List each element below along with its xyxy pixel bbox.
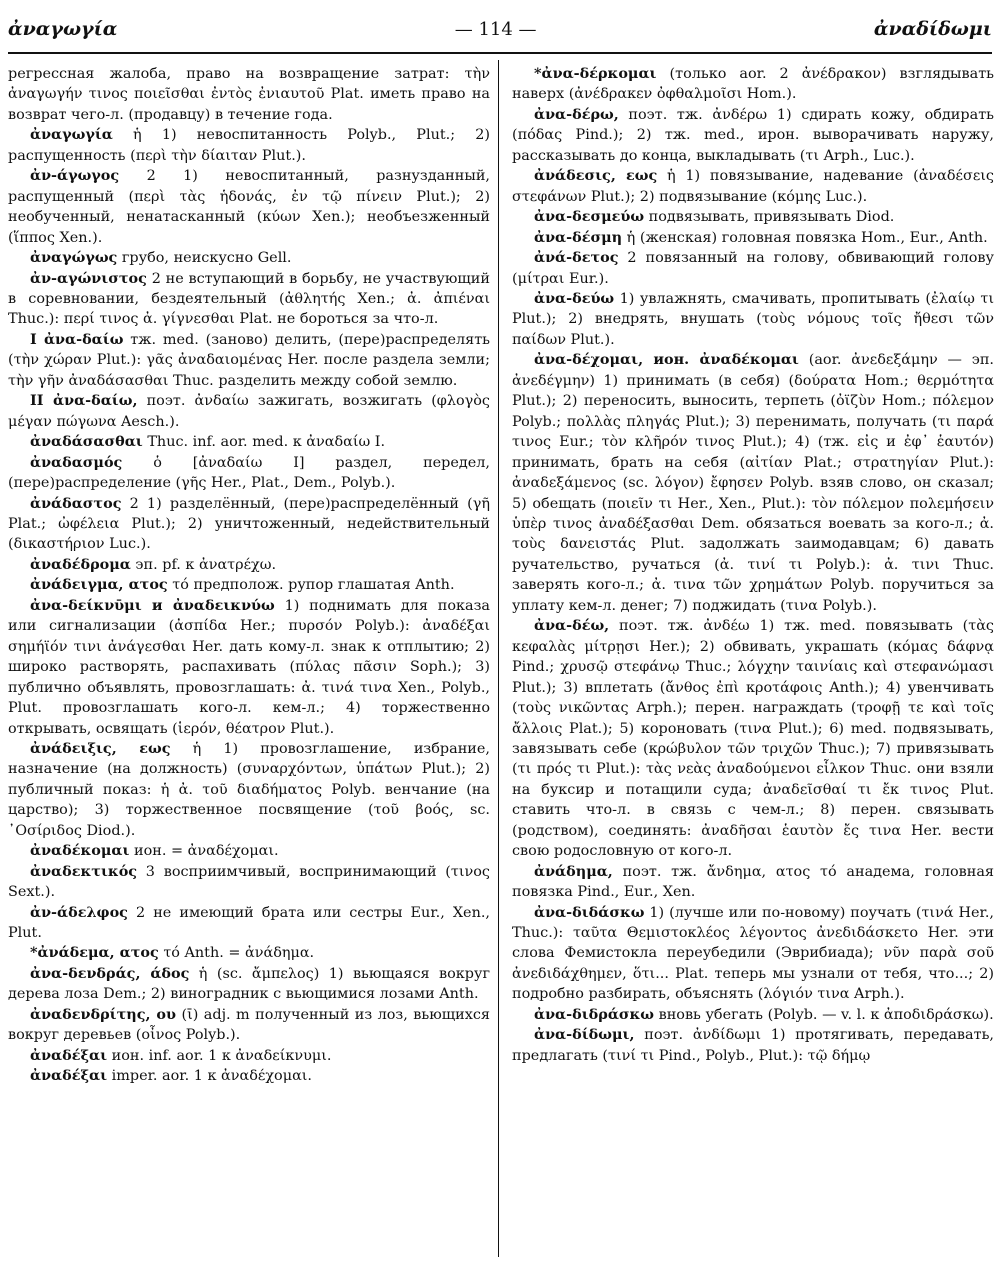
header-rule [8, 52, 992, 54]
entry-headword: ἀνα-δέσμη [534, 228, 623, 246]
dictionary-entry [8, 841, 490, 861]
dictionary-entry [8, 432, 490, 452]
dictionary-entry [512, 228, 994, 248]
dictionary-entry [512, 862, 994, 903]
header-right-word: ἀναδίδωμι [873, 18, 992, 40]
dictionary-entry [512, 105, 994, 166]
entry-definition: τό предполож. рупор глашатая Anth. [167, 577, 455, 594]
entry-headword: ἀνάδειξις, εως [30, 739, 171, 757]
dictionary-entry [8, 575, 490, 595]
entry-definition: 2 1) разделённый, (пере)распределённый (γῆ Plat.; ὠφέλεια Plut.); 2) уничтоженный, недействительный (δικαστήριον Luc.). [8, 495, 490, 553]
entry-definition: ἡ 1) провозглашение, избрание, назначение (на должность) (συναρχόντων, ὑπάτων Plut.); 2) публичный показ: ἡ ἀ. τοῦ διαδήματος Polyb. венчание (на царство); 3) торжественное посвящение (τοῦ βοός, sc. ᾿Οσίριδος Diod.). [8, 740, 490, 839]
right-column [512, 64, 994, 1066]
dictionary-entry [8, 964, 490, 1005]
entry-headword: ἀναδέδρομα [30, 555, 131, 573]
entry-headword: ἀνα-δέω, [534, 617, 610, 635]
entry-definition: (только aor. 2 ἀνέδρακον) взглядывать наверх (ἀνέδρακεν ὀφθαλμοῖσι Hom.). [512, 66, 994, 103]
entry-headword: ἀνα-διδάσκω [534, 903, 645, 921]
entry-headword: ἀναδενδρίτης, ου [30, 1005, 176, 1023]
entry-headword: ἀνα-δείκνῡμι и ἀναδεικνύω [30, 596, 275, 614]
entry-definition: поэт. ἀνδίδωμι 1) протягивать, передавать, предлагать (τινί τι Pind., Polyb., Plut.): τῷ δήμῳ [512, 1027, 994, 1064]
dictionary-entry [8, 596, 490, 739]
page-header [8, 12, 992, 46]
entry-definition: поэт. тж. ἀνδέρω 1) сдирать кожу, обдирать (πόδας Pind.); 2) тж. med., ирон. выворачивать наружу, рассказывать до конца, выкладывать (τι Arph., Luc.). [512, 106, 994, 164]
entry-headword: ἀναδέξαι [30, 1046, 108, 1064]
entry-headword: ἀνα-διδράσκω [534, 1005, 655, 1023]
entry-definition: 2 не вступающий в борьбу, не участвующий в соревновании, бездеятельный (ἀθλητής Xen.; ἀ. ἀπιέναι Thuc.): περί τινος ἀ. γίγνεσθαι Plat. не бороться за что-л. [8, 270, 490, 328]
dictionary-entry [8, 1066, 490, 1086]
dictionary-entry [512, 166, 994, 207]
entry-definition: (aor. ἀνεδεξάμην — эп. ἀνεδέγμην) 1) принимать (в себя) (δούρατα Hom.; θερμότητα Plut.); 2) переносить, выносить, терпеть (ὀϊζὺν Hom.; πόλεμον Polyb.; πολλὰς πληγάς Plut.); 3) перенимать, получать (τι παρά τινος Eur.; τὸν κλῆρόν τινος Plut.); 4) (тж. εἰς и ἐφ᾿ ἑαυτόν) принимать, брать на себя (αἰτίαν Plat.; στρατηγίαν Plut.): ἀναδεξάμενος (sc. λόγον) ἔφησεν Polyb. взяв слово, он сказал; 5) обещать (ποιεῖν τι Her., Xen., Plut.): τὸν πόλεμον πολεμήσειν ὑπὲρ τινος ἀναδέξασθαι Dem. обязаться воевать за кого-л.; ἀ. τοὺς δανειστάς Plut. задолжать заимодавцам; 6) давать ручательство, ручаться (ἀ. τινί τι Polyb.): ἀ. τινι Thuc. заверять кого-л.; ἀ. τινα τῶν χρημάτων Polyb. поручиться за уплату кем-л. денег; 7) поджидать (τινα Polyb.). [512, 352, 994, 614]
dictionary-entry [8, 453, 490, 494]
entry-headword: ἀναδέκομαι [30, 842, 130, 860]
page-number: — 114 — [454, 18, 537, 40]
entry-headword: ἀνάδειγμα, ατος [30, 576, 168, 594]
entry-headword: ἀν-άγωγος [30, 167, 120, 185]
dictionary-entry [512, 1025, 994, 1066]
dictionary-entry [8, 330, 490, 391]
entry-headword: *ἀνα-δέρκομαι [534, 65, 657, 82]
entry-definition: регрессная жалоба, право на возвращение затрат: τὴν ἀναγωγήν τινος ποιεῖσθαι ἐντὸς ἐνιαυτοῦ Plat. иметь право на возврат чего-л. (продавцу) в течение года. [8, 66, 490, 123]
column-divider [498, 60, 499, 1257]
dictionary-entry [512, 289, 994, 350]
entry-definition: (ῑ) adj. m полученный из лоз, вьющихся вокруг деревьев (οἶνος Polyb.). [8, 1006, 490, 1044]
entry-headword: *ἀνάδεμα, ατος [30, 944, 159, 962]
entry-headword: ἀν-άδελφος [30, 903, 128, 921]
entry-definition: 3 восприимчивый, воспринимающий (τινος Sext.). [8, 863, 490, 901]
entry-headword: ἀναδάσασθαι [30, 433, 143, 451]
dictionary-entry [512, 248, 994, 289]
dictionary-entry [512, 64, 994, 105]
entry-definition: ὁ [ἀναδαίω I] раздел, передел, (пере)распределение (γῆς Her., Plat., Dem., Polyb.). [8, 454, 490, 492]
dictionary-entry [8, 903, 490, 944]
dictionary-entry [8, 64, 490, 125]
entry-definition: ἡ (женская) головная повязка Hom., Eur., Anth. [622, 229, 988, 246]
entry-headword: ἀνα-δεύω [534, 289, 615, 307]
dictionary-entry [8, 1046, 490, 1066]
entry-definition: 2 повязанный на голову, обвивающий голову (μίτραι Eur.). [512, 250, 994, 287]
entry-headword: ἀνα-δίδωμι, [534, 1026, 635, 1044]
dictionary-entry [8, 555, 490, 575]
dictionary-entry [512, 903, 994, 1005]
entry-headword: ἀναγωγία [30, 126, 113, 144]
entry-headword: ἀναδέξαι [30, 1067, 108, 1085]
entry-definition: подвязывать, привязывать Diod. [644, 209, 895, 226]
dictionary-entry [8, 248, 490, 268]
entry-definition: поэт. ἀνδαίω зажигать, возжигать (φλογὸς μέγαν πώγωνα Aesch.). [8, 393, 490, 430]
dictionary-entry [512, 1005, 994, 1025]
dictionary-entry [8, 494, 490, 555]
entry-headword: ἀνα-δεσμεύω [534, 208, 645, 226]
entry-headword: ἀναδασμός [30, 453, 123, 471]
entry-definition: τό Anth. = ἀνάδημα. [158, 945, 315, 962]
entry-definition: 1) увлажнять, смачивать, пропитывать (ἐλαίῳ τι Plut.); 2) внедрять, внушать (τοὺς νόμους τοῖς ἤθεσι τῶν παίδων Plut.). [512, 290, 994, 348]
entry-definition: эп. pf. к ἀνατρέχω. [130, 556, 277, 573]
entry-headword: ἀνα-δέχομαι, ион. ἀναδέκομαι [534, 351, 799, 369]
entry-headword: ἀναδεκτικός [30, 862, 138, 880]
dictionary-entry [8, 943, 490, 963]
dictionary-entry [512, 207, 994, 227]
dictionary-entry [8, 166, 490, 248]
entry-definition: ἡ 1) повязывание, надевание (ἀναδέσεις στεφάνων Plut.); 2) подвязывание (κόμης Luc.). [512, 168, 994, 205]
dictionary-entry [8, 1005, 490, 1046]
entry-definition: ἡ 1) невоспитанность Polyb., Plut.; 2) распущенность (περὶ τὴν δίαιταν Plut.). [8, 127, 490, 164]
dictionary-entry [8, 391, 490, 432]
entry-definition: 2 не имеющий брата или сестры Eur., Xen., Plut. [8, 904, 490, 942]
entry-headword: ἀνά-δετος [534, 249, 619, 267]
dictionary-entry [8, 862, 490, 903]
entry-headword: II ἀνα-δαίω, [30, 392, 138, 410]
entry-definition: ион. = ἀναδέχομαι. [129, 843, 279, 860]
dictionary-entry [8, 269, 490, 330]
dictionary-entry [512, 616, 994, 861]
entry-definition: 1) (лучше или по-новому) поучать (τινά Her., Thuc.): ταῦτα Θεμιστοκλέος λέγοντος ἀνεδιδάσκετο Her. эти слова Фемистокла переубедили (Эврибиада); νῦν παρὰ σοῦ ἀνεδιδάχθημεν, ὅτι... Plat. теперь мы узнали от тебя, что...; 2) подробно разбирать, объяснять (λόγιόν τινα Arph.). [512, 904, 994, 1003]
entry-headword: ἀνα-δέρω, [534, 105, 619, 123]
entry-headword: ἀνάδεσις, εως [534, 167, 658, 185]
entry-definition: 2 1) невоспитанный, разнузданный, распущенный (περὶ τὰς ἡδονάς, ἐν τῷ πίνειν Plut.); 2) необученный, ненатасканный (κύων Xen.); необъезженный (ἵππος Xen.). [8, 168, 490, 246]
entry-definition: Thuc. inf. aor. med. к ἀναδαίω I. [142, 434, 386, 451]
entry-headword: I ἀνα-δαίω [30, 330, 124, 348]
entry-definition: ἡ (sc. ἄμπελος) 1) вьющаяся вокруг дерева лоза Dem.; 2) виноградник с вьющимися лозами Anth. [8, 965, 490, 1003]
entry-headword: ἀνα-δενδράς, άδος [30, 964, 190, 982]
entry-definition: поэт. тж. ἀνδέω 1) тж. med. повязывать (τὰς κεφαλὰς μίτρῃσι Her.); 2) обвивать, украшать (κόμας δάφνᾳ Pind.; χρυσῷ στεφάνῳ Thuc.; λόγχην ταινίαις καὶ στεφανώμασι Plut.); 3) вплетать (ἄνθος ἐπὶ κροτάφοις Anth.); 4) увенчивать (τοὺς νικῶντας Arph.); перен. награждать (τροφῇ τε καὶ τοῖς ἄλλοις Plat.); 5) короновать (τινα Plut.); 6) med. подвязывать, завязывать себе (κρώβυλον τῶν τριχῶν Thuc.); 7) привязывать (τι πρός τι Plut.): τὰς νεὰς ἀναδούμενοι εἷλκον Thuc. они взяли на буксир и потащили суда; ἀναδεῖσθαί τι ἔκ τινος Plut. ставить что-л. в связь с чем-л.; 8) перен. связывать (родством), соединять: ἀναδῆσαι ἑαυτὸν ἔς τινα Her. вести свою родословную от кого-л. [512, 618, 994, 860]
entry-definition: тж. med. (заново) делить, (пере)распределять (τὴν χώραν Plut.): γᾶς ἀναδαιομένας Her. после раздела земли; τὴν γῆν ἀναδάσασθαι Thuc. разделить между собой землю. [8, 331, 491, 389]
entry-headword: ἀνάδημα, [534, 862, 613, 880]
entry-definition: грубо, неискусно Gell. [117, 250, 292, 267]
entry-headword: ἀνάδαστος [30, 494, 122, 512]
dictionary-entry [8, 125, 490, 166]
entry-definition: поэт. тж. ἄνδημα, ατος τό анадема, головная повязка Pind., Eur., Xen. [512, 863, 994, 901]
dictionary-entry [8, 739, 490, 841]
left-column [8, 64, 490, 1087]
entry-definition: ион. inf. aor. 1 к ἀναδείκνυμι. [107, 1047, 332, 1064]
entry-definition: imper. aor. 1 к ἀναδέχομαι. [107, 1068, 313, 1085]
dictionary-entry [512, 350, 994, 616]
entry-definition: вновь убегать (Polyb. — v. l. к ἀποδιδράσκω). [654, 1006, 994, 1023]
header-left-word: ἀναγωγία [8, 18, 118, 40]
entry-headword: ἀναγώγως [30, 249, 118, 267]
entry-headword: ἀν-αγώνιστος [30, 269, 147, 287]
entry-definition: 1) поднимать для показа или сигнализации (ἀσπίδα Her.; πυρσόν Polyb.): ἀναδέξαι σημήϊόν τινι ἀνάγεσθαι Her. дать кому-л. знак к отплытию; 2) широко растворять, распахивать (πύλας πᾶσιν Soph.); 3) публично объявлять, провозглашать: ἀ. τινά τινα Xen., Polyb., Plut. провозглашать кого-л. кем-л.; 4) торжественно открывать, освящать (ἱερόν, θέατρον Plut.). [8, 597, 490, 737]
